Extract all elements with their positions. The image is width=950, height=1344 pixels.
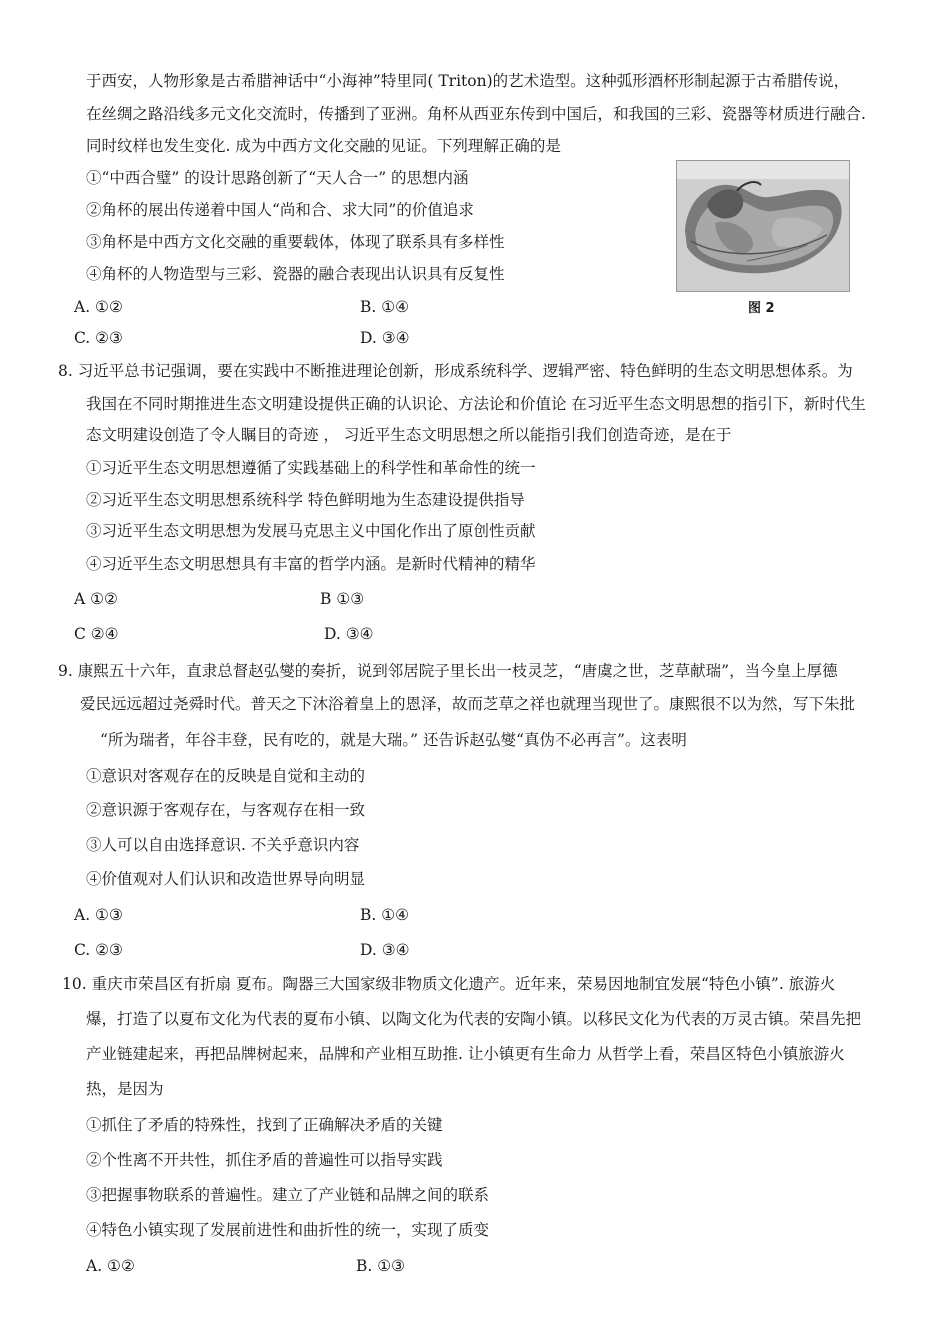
q7-option-a: A. ①② bbox=[74, 298, 123, 316]
q10-statement-1: ①抓住了矛盾的特殊性，找到了正确解决矛盾的关键 bbox=[86, 1116, 443, 1134]
q9-statement-2: ②意识源于客观存在，与客观存在相一致 bbox=[86, 801, 366, 819]
q10-statement-3: ③把握事物联系的普遍性。建立了产业链和品牌之间的联系 bbox=[86, 1186, 490, 1204]
q7-statement-3: ③角杯是中西方文化交融的重要载体，体现了联系具有多样性 bbox=[86, 233, 505, 251]
q9-statement-4: ④价值观对人们认识和改造世界导向明显 bbox=[86, 870, 366, 888]
horn-cup-figure bbox=[676, 160, 850, 292]
q7-option-c: C. ②③ bbox=[74, 329, 123, 347]
q10-option-b: B. ①③ bbox=[356, 1257, 406, 1275]
q7-statement-4: ④角杯的人物造型与三彩、瓷器的融合表现出认识具有反复性 bbox=[86, 265, 505, 283]
q10-intro-line-2: 爆，打造了以夏布文化为代表的夏布小镇、以陶文化为代表的安陶小镇。以移民文化为代表的万灵古镇。荣昌先把 bbox=[86, 1010, 862, 1028]
q10-intro-line-3: 产业链建起来，再把品牌树起来，品牌和产业相互助推. 让小镇更有生命力 从哲学上看，荣昌区特色小镇旅游火 bbox=[86, 1045, 845, 1063]
q7-intro-line-1: 于西安，人物形象是古希腊神话中“小海神”特里同( Triton)的艺术造型。这种弧形酒杯形制起源于古希腊传说， bbox=[86, 72, 850, 90]
q8-statement-2: ②习近平生态文明思想系统科学 特色鲜明地为生态建设提供指导 bbox=[86, 491, 525, 509]
q7-statement-1: ①“中西合璧” 的设计思路创新了“天人合一” 的思想内涵 bbox=[86, 169, 469, 187]
q9-option-d: D. ③④ bbox=[360, 941, 410, 959]
q8-option-c: C ②④ bbox=[74, 625, 119, 643]
q7-intro-line-2: 在丝绸之路沿线多元文化交流时，传播到了亚洲。角杯从西亚东传到中国后，和我国的三彩、瓷器等材质进行融合. bbox=[86, 105, 866, 123]
q10-intro-line-4: 热，是因为 bbox=[86, 1080, 164, 1098]
horn-cup-illustration bbox=[677, 161, 849, 291]
q10-intro-line-1: 10. 重庆市荣昌区有折扇 夏布。陶器三大国家级非物质文化遗产。近年来，荣易因地制宜发展“特色小镇”. 旅游火 bbox=[62, 975, 836, 993]
q9-intro-line-2: 爱民远远超过尧舜时代。普天之下沐浴着皇上的恩泽，故而芝草之祥也就理当现世了。康熙很不以为然，写下朱批 bbox=[80, 695, 856, 713]
q10-option-a: A. ①② bbox=[86, 1257, 135, 1275]
q9-intro-line-1: 9. 康熙五十六年，直隶总督赵弘燮的奏折，说到邻居院子里长出一枝灵芝，“唐虞之世，芝草献瑞”，当今皇上厚德 bbox=[58, 662, 838, 680]
q7-statement-2: ②角杯的展出传递着中国人“尚和合、求大同”的价值追求 bbox=[86, 201, 474, 219]
q8-option-b: B ①③ bbox=[320, 590, 365, 608]
q8-option-d: D. ③④ bbox=[324, 625, 374, 643]
q9-option-c: C. ②③ bbox=[74, 941, 123, 959]
q8-option-a: A ①② bbox=[74, 590, 118, 608]
q8-statement-3: ③习近平生态文明思想为发展马克思主义中国化作出了原创性贡献 bbox=[86, 522, 536, 540]
figure-caption: 图 2 bbox=[748, 301, 775, 316]
q9-intro-line-3: “所为瑞者，年谷丰登，民有吃的，就是大瑞。” 还告诉赵弘燮“真伪不必再言”。这表明 bbox=[100, 731, 687, 749]
q9-statement-3: ③人可以自由选择意识. 不关乎意识内容 bbox=[86, 836, 360, 854]
q7-option-d: D. ③④ bbox=[360, 329, 410, 347]
q9-option-a: A. ①③ bbox=[74, 906, 123, 924]
q9-statement-1: ①意识对客观存在的反映是自觉和主动的 bbox=[86, 767, 366, 785]
q8-intro-line-3: 态文明建设创造了令人瞩目的奇迹 ， 习近平生态文明思想之所以能指引我们创造奇迹，是在于 bbox=[86, 426, 732, 444]
q10-statement-4: ④特色小镇实现了发展前进性和曲折性的统一，实现了质变 bbox=[86, 1221, 490, 1239]
q8-intro-line-1: 8. 习近平总书记强调，要在实践中不断推进理论创新，形成系统科学、逻辑严密、特色鲜明的生态文明思想体系。为 bbox=[58, 362, 853, 380]
q10-statement-2: ②个性离不开共性，抓住矛盾的普遍性可以指导实践 bbox=[86, 1151, 443, 1169]
q9-option-b: B. ①④ bbox=[360, 906, 410, 924]
q8-intro-line-2: 我国在不同时期推进生态文明建设提供正确的认识论、方法论和价值论 在习近平生态文明思想的指引下，新时代生 bbox=[86, 395, 866, 413]
q8-statement-4: ④习近平生态文明思想具有丰富的哲学内涵。是新时代精神的精华 bbox=[86, 555, 536, 573]
q7-intro-line-3: 同时纹样也发生变化. 成为中西方文化交融的见证。下列理解正确的是 bbox=[86, 137, 561, 155]
q8-statement-1: ①习近平生态文明思想遵循了实践基础上的科学性和革命性的统一 bbox=[86, 459, 536, 477]
q7-option-b: B. ①④ bbox=[360, 298, 410, 316]
